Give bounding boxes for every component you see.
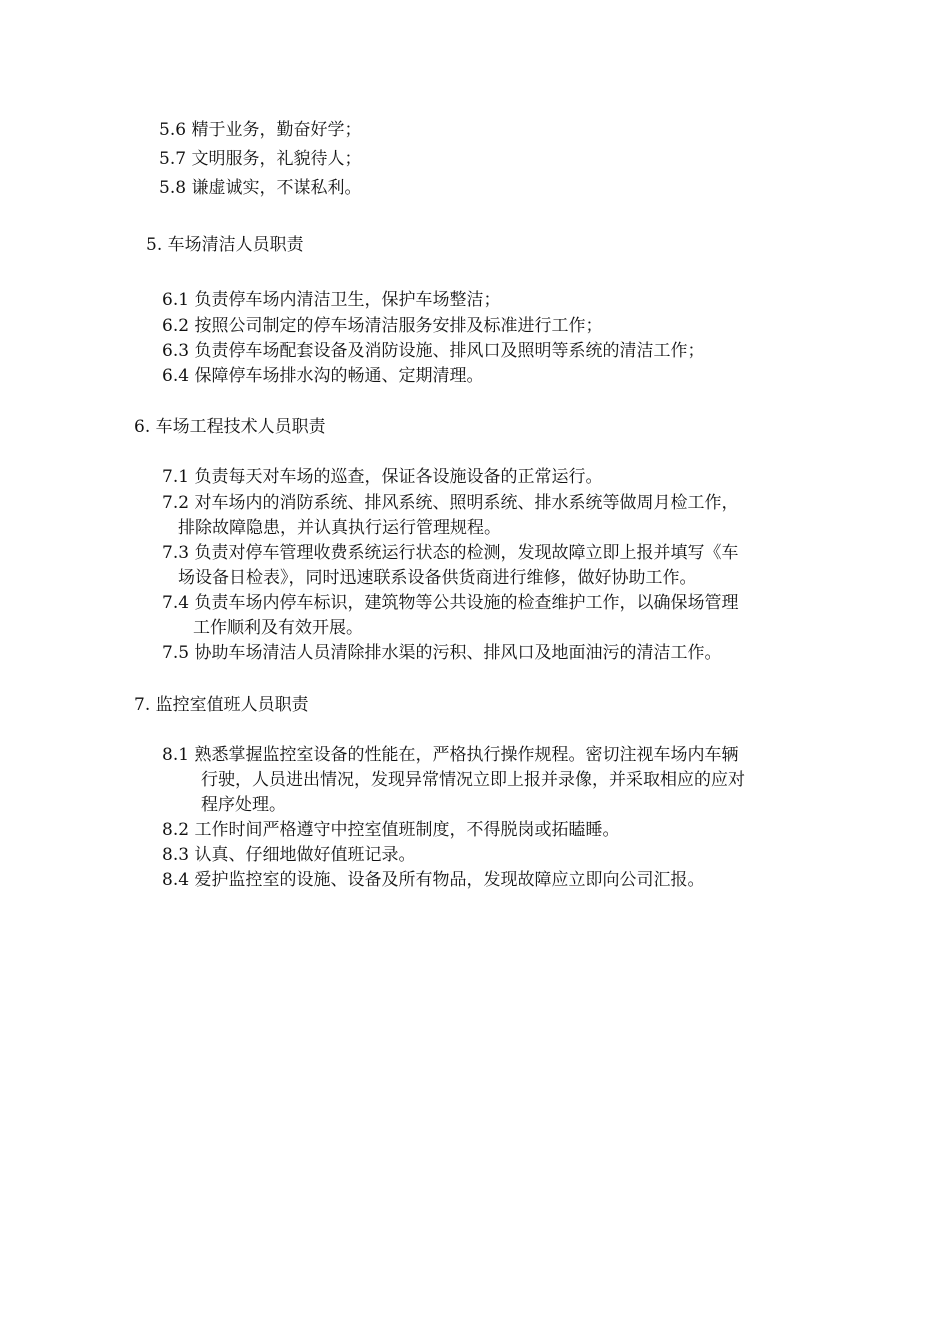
list-item: 7.3 负责对停车管理收费系统运行状态的检测，发现故障立即上报并填写《车 — [162, 543, 739, 563]
list-item: 5.7 文明服务，礼貌待人； — [159, 149, 362, 169]
list-item: 7.5 协助车场清洁人员清除排水渠的污积、排风口及地面油污的清洁工作。 — [162, 643, 722, 663]
list-item: 7.4 负责车场内停车标识，建筑物等公共设施的检查维护工作，以确保场管理 — [162, 593, 739, 613]
list-item: 8.1 熟悉掌握监控室设备的性能在，严格执行操作规程。密切注视车场内车辆 — [162, 745, 739, 765]
list-item: 7.1 负责每天对车场的巡查，保证各设施设备的正常运行。 — [162, 467, 603, 487]
section-heading-engineering: 6. 车场工程技术人员职责 — [134, 417, 326, 437]
list-item-continuation: 场设备日检表》，同时迅速联系设备供货商进行维修，做好协助工作。 — [178, 568, 697, 588]
list-item: 6.3 负责停车场配套设备及消防设施、排风口及照明等系统的清洁工作； — [162, 341, 705, 361]
list-item-continuation: 程序处理。 — [201, 795, 286, 815]
list-item: 6.1 负责停车场内清洁卫生，保护车场整洁； — [162, 290, 501, 310]
list-item: 8.3 认真、仔细地做好值班记录。 — [162, 845, 416, 865]
list-item-continuation: 排除故障隐患，并认真执行运行管理规程。 — [178, 518, 501, 538]
section-heading-monitoring: 7. 监控室值班人员职责 — [134, 695, 309, 715]
list-item-continuation: 行驶，人员进出情况，发现异常情况立即上报并录像，并采取相应的应对 — [201, 770, 745, 790]
list-item: 7.2 对车场内的消防系统、排风系统、照明系统、排水系统等做周月检工作， — [162, 493, 739, 513]
list-item: 5.8 谦虚诚实，不谋私利。 — [159, 178, 362, 198]
list-item: 8.4 爱护监控室的设施、设备及所有物品，发现故障应立即向公司汇报。 — [162, 870, 705, 890]
list-item: 5.6 精于业务，勤奋好学； — [159, 120, 362, 140]
list-item: 6.2 按照公司制定的停车场清洁服务安排及标准进行工作； — [162, 316, 603, 336]
section-heading-cleaning: 5. 车场清洁人员职责 — [146, 235, 304, 255]
list-item: 6.4 保障停车场排水沟的畅通、定期清理。 — [162, 366, 484, 386]
list-item-continuation: 工作顺利及有效开展。 — [193, 618, 363, 638]
list-item: 8.2 工作时间严格遵守中控室值班制度，不得脱岗或拓瞌睡。 — [162, 820, 620, 840]
